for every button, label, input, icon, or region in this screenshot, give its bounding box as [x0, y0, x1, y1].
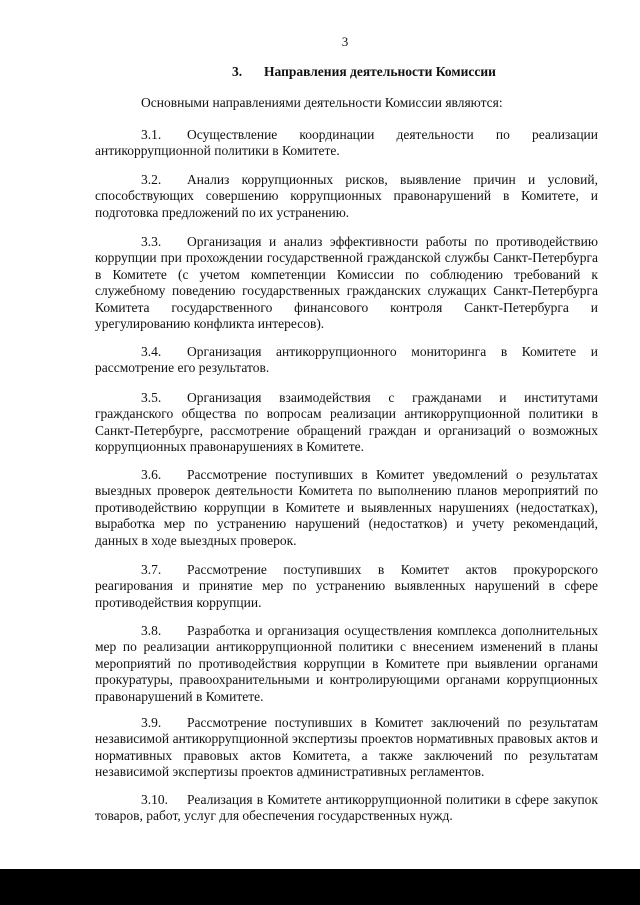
page-number: 3 [341, 34, 349, 49]
item-text: Реализация в Комитете антикоррупционной политики в сфере закупок товаров, работ, услуг для обеспечения государственных нужд. [95, 792, 598, 824]
item-number: 3.10. [141, 792, 168, 807]
paragraph-3-5 [95, 390, 598, 456]
item-number: 3.7. [141, 562, 162, 577]
item-number: 3.2. [141, 172, 162, 187]
intro-paragraph: Основными направлениями деятельности Комиссии являются: [141, 95, 503, 110]
item-number: 3.3. [141, 234, 162, 249]
section-heading [232, 64, 496, 80]
item-text: Организация взаимодействия с гражданами и институтами гражданского общества по вопросам реализации антикоррупционной политики в Санкт-Петербурге, рассмотрение обращений граждан и организаций о возможных коррупционных правонарушениях в Комитете. [95, 390, 598, 455]
item-text: Организация антикоррупционного мониторинга в Комитете и рассмотрение его результатов. [95, 344, 598, 376]
paragraph-3-10 [95, 792, 598, 825]
paragraph-3-1 [95, 127, 598, 160]
section-title: Направления деятельности Комиссии [264, 64, 496, 79]
scan-edge-bar [0, 869, 640, 905]
item-text: Анализ коррупционных рисков, выявление причин и условий, способствующих совершению коррупционных правонарушений в Комитете, и подготовка предложений по их устранению. [95, 172, 598, 220]
section-number: 3. [232, 64, 243, 79]
item-number: 3.6. [141, 467, 162, 482]
paragraph-3-3 [95, 234, 598, 332]
item-number: 3.5. [141, 390, 162, 405]
paragraph-3-6 [95, 467, 598, 549]
item-text: Разработка и организация осуществления комплекса дополнительных мер по реализации антикоррупционной политики с внесением изменений в планы мероприятий по противодействия коррупции в Комитете при выявлении органами прокуратуры, правоохранительными и контролирующими органами коррупционных правонарушений в Комитете. [95, 623, 598, 704]
paragraph-3-2 [95, 172, 598, 221]
item-text: Рассмотрение поступивших в Комитет заключений по результатам независимой антикоррупционной экспертизы проектов нормативных правовых актов и нормативных правовых актов Комитета, а также заключений по результатам независимой экспертизы проектов административных регламентов. [95, 715, 598, 780]
item-number: 3.4. [141, 344, 162, 359]
item-text: Организация и анализ эффективности работы по противодействию коррупции при прохождении государственной гражданской службы Санкт-Петербурга в Комитете (с учетом компетенции Комиссии по соблюдению требований к служебному поведению государственных гражданских служащих Санкт-Петербурга Комитета государственного финансового контроля Санкт-Петербурга и урегулированию конфликта интересов). [95, 234, 598, 332]
item-text: Рассмотрение поступивших в Комитет уведомлений о результатах выездных проверок деятельности Комитета по выполнению планов мероприятий по противодействию коррупции в Комитете и выявленных нарушениях (недостатках), выработка мер по устранению нарушений (недостатков) и учету рекомендаций, данных в ходе выездных проверок. [95, 467, 598, 548]
item-number: 3.8. [141, 623, 162, 638]
paragraph-3-7 [95, 562, 598, 611]
item-text: Рассмотрение поступивших в Комитет актов прокурорского реагирования и принятие мер по устранению выявленных нарушений в сфере противодействия коррупции. [95, 562, 598, 610]
item-number: 3.1. [141, 127, 162, 142]
paragraph-3-8 [95, 623, 598, 705]
paragraph-3-4 [95, 344, 598, 377]
item-number: 3.9. [141, 715, 162, 730]
item-text: Осуществление координации деятельности по реализации антикоррупционной политики в Комитете. [95, 127, 598, 159]
paragraph-3-9 [95, 715, 598, 781]
